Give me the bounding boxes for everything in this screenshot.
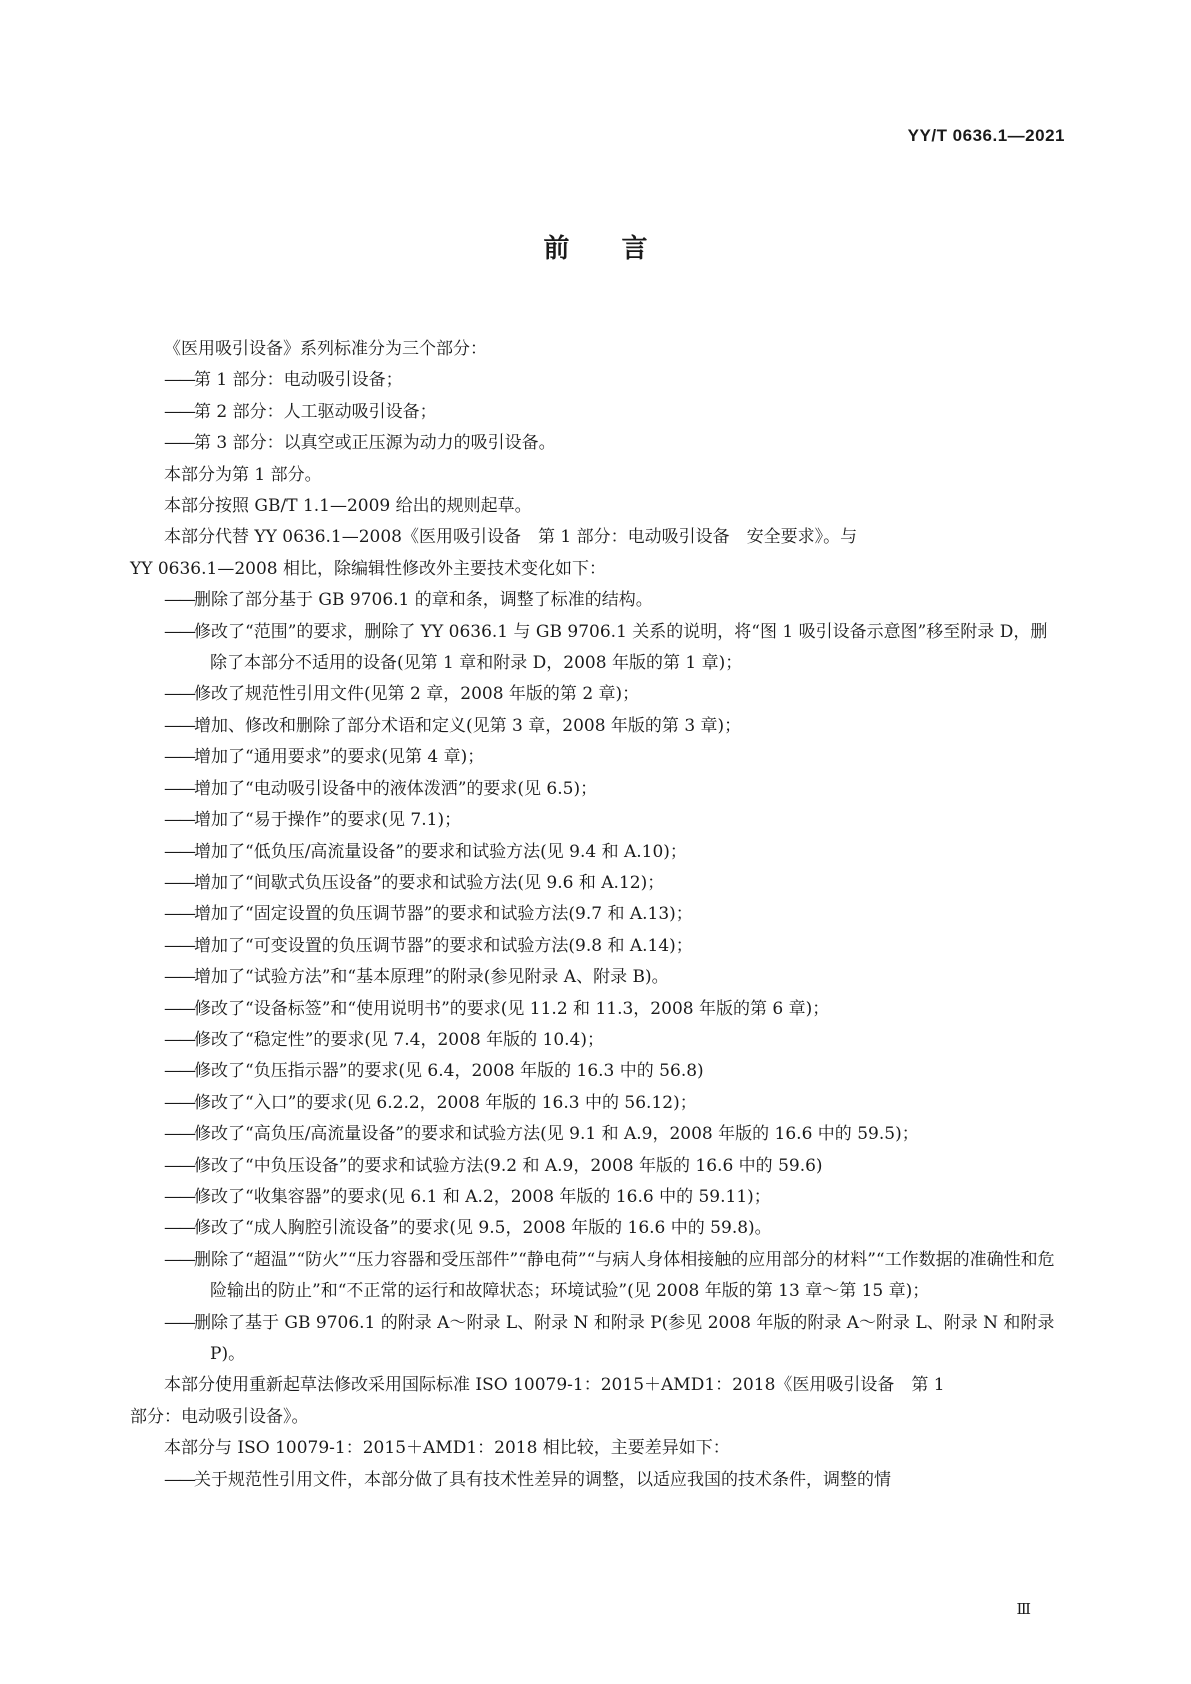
change-item-text: 增加了“易于操作”的要求(见 7.1)； — [194, 810, 462, 831]
change-item — [130, 679, 1058, 710]
change-item-text: 修改了“中负压设备”的要求和试验方法(9.2 和 A.9，2008 年版的 16.6 中的 59.6) — [194, 1155, 823, 1176]
dash: —— — [164, 778, 194, 799]
difference-item-text: 关于规范性引用文件，本部分做了具有技术性差异的调整，以适应我国的技术条件，调整的情 — [194, 1469, 891, 1490]
title-char-1: 前 — [543, 234, 570, 264]
change-item — [130, 585, 1058, 616]
dash: —— — [164, 433, 194, 454]
title-char-2: 言 — [621, 234, 648, 264]
dash: —— — [164, 370, 194, 391]
part-text: 第 2 部分：人工驱动吸引设备； — [194, 401, 437, 422]
change-item — [130, 1151, 1058, 1182]
drafting-statement: 本部分按照 GB/T 1.1—2009 给出的规则起草。 — [164, 496, 532, 517]
part-item — [130, 397, 1058, 428]
replaces-statement-line-2: YY 0636.1—2008 相比，除编辑性修改外主要技术变化如下： — [130, 558, 606, 579]
dash: —— — [164, 1155, 194, 1176]
change-item-text: 增加、修改和删除了部分术语和定义(见第 3 章，2008 年版的第 3 章)； — [194, 715, 742, 736]
part-text: 第 3 部分：以真空或正压源为动力的吸引设备。 — [194, 433, 556, 454]
dash: —— — [164, 841, 194, 862]
document-number: YY/T 0636.1—2021 — [907, 126, 1065, 145]
change-item-text: 增加了“通用要求”的要求(见第 4 章)； — [194, 747, 485, 768]
parts-list — [130, 365, 1058, 459]
adoption-statement-line-2: 部分：电动吸引设备》。 — [130, 1406, 309, 1427]
change-item-text: 增加了“电动吸引设备中的液体泼洒”的要求(见 6.5)； — [194, 778, 598, 799]
change-item-text: 修改了“负压指示器”的要求(见 6.4，2008 年版的 16.3 中的 56.8) — [194, 1061, 704, 1082]
part-item — [130, 365, 1058, 396]
change-item — [130, 1182, 1058, 1213]
change-item-text: 增加了“低负压/高流量设备”的要求和试验方法(见 9.4 和 A.10)； — [194, 841, 687, 862]
change-item — [130, 1088, 1058, 1119]
adoption-statement-line-1: 本部分使用重新起草法修改采用国际标准 ISO 10079-1：2015＋AMD1：2018《医用吸引设备 第 1 — [164, 1375, 945, 1396]
change-item — [130, 1119, 1058, 1150]
dash: —— — [164, 1092, 194, 1113]
dash: —— — [164, 621, 194, 642]
foreword-body — [130, 334, 1058, 1496]
change-item — [130, 1308, 1058, 1371]
change-item-text: 增加了“固定设置的负压调节器”的要求和试验方法(9.7 和 A.13)； — [194, 904, 693, 925]
dash: —— — [164, 1124, 194, 1145]
change-item-text: 删除了基于 GB 9706.1 的附录 A～附录 L、附录 N 和附录 P(参见 2008 年版的附录 A～附录 L、附录 N 和附录 P)。 — [194, 1312, 1055, 1364]
dash: —— — [164, 1029, 194, 1050]
change-item-text: 删除了“超温”“防火”“压力容器和受压部件”“静电荷”“与病人身体相接触的应用部分的材料”“工作数据的准确性和危险输出的防止”和“不正常的运行和故障状态；环境试验”(见 2008 年版的第 13 章～第 15 章)； — [194, 1249, 1055, 1302]
change-item — [130, 774, 1058, 805]
dash: —— — [164, 1061, 194, 1082]
part-text: 第 1 部分：电动吸引设备； — [194, 370, 403, 391]
dash: —— — [164, 872, 194, 893]
page-number: Ⅲ — [1016, 1600, 1031, 1618]
change-item-text: 修改了“高负压/高流量设备”的要求和试验方法(见 9.1 和 A.9，2008 年版的 16.6 中的 59.5)； — [194, 1124, 919, 1145]
change-item — [130, 1025, 1058, 1056]
dash: —— — [164, 747, 194, 768]
differences-intro: 本部分与 ISO 10079-1：2015＋AMD1：2018 相比较，主要差异如下： — [164, 1438, 730, 1459]
differences-list — [130, 1465, 1058, 1496]
change-item-text: 修改了“稳定性”的要求(见 7.4，2008 年版的 10.4)； — [194, 1029, 605, 1050]
dash: —— — [164, 810, 194, 831]
change-item — [130, 1213, 1058, 1244]
change-item-text: 修改了规范性引用文件(见第 2 章，2008 年版的第 2 章)； — [194, 684, 640, 705]
change-item — [130, 962, 1058, 993]
replaces-statement-line-1: 本部分代替 YY 0636.1—2008《医用吸引设备 第 1 部分：电动吸引设备 安全要求》。与 — [164, 527, 858, 548]
change-item-text: 删除了部分基于 GB 9706.1 的章和条，调整了标准的结构。 — [194, 590, 653, 611]
change-item-text: 增加了“试验方法”和“基本原理”的附录(参见附录 A、附录 B)。 — [194, 967, 669, 988]
difference-item — [130, 1465, 1058, 1496]
change-item — [130, 617, 1058, 680]
change-item-text: 修改了“收集容器”的要求(见 6.1 和 A.2，2008 年版的 16.6 中的 59.11)； — [194, 1186, 771, 1207]
this-part-statement: 本部分为第 1 部分。 — [164, 464, 322, 485]
dash: —— — [164, 904, 194, 925]
change-item — [130, 837, 1058, 868]
change-item-text: 修改了“成人胸腔引流设备”的要求(见 9.5，2008 年版的 16.6 中的 59.8)。 — [194, 1218, 772, 1239]
part-item — [130, 428, 1058, 459]
dash: —— — [164, 967, 194, 988]
change-item — [130, 1245, 1058, 1308]
change-item-text: 增加了“可变设置的负压调节器”的要求和试验方法(9.8 和 A.14)； — [194, 935, 693, 956]
dash: —— — [164, 935, 194, 956]
series-statement: 《医用吸引设备》系列标准分为三个部分： — [164, 339, 487, 359]
dash: —— — [164, 715, 194, 736]
change-item — [130, 899, 1058, 930]
change-item — [130, 711, 1058, 742]
dash: —— — [164, 1218, 194, 1239]
change-item — [130, 805, 1058, 836]
change-item — [130, 931, 1058, 962]
dash: —— — [164, 590, 194, 611]
change-item — [130, 994, 1058, 1025]
dash: —— — [164, 1186, 194, 1207]
change-item-text: 增加了“间歇式负压设备”的要求和试验方法(见 9.6 和 A.12)； — [194, 872, 665, 893]
changes-list — [130, 585, 1058, 1370]
dash: —— — [164, 1469, 194, 1490]
change-item — [130, 742, 1058, 773]
change-item-text: 修改了“设备标签”和“使用说明书”的要求(见 11.2 和 11.3，2008 年版的第 6 章)； — [194, 998, 830, 1019]
change-item — [130, 868, 1058, 899]
dash: —— — [164, 998, 194, 1019]
change-item-text: 修改了“范围”的要求，删除了 YY 0636.1 与 GB 9706.1 关系的说明，将“图 1 吸引设备示意图”移至附录 D，删除了本部分不适用的设备(见第 1 章和附录 D，2008 年版的第 1 章)； — [194, 621, 1048, 674]
dash: —— — [164, 1249, 194, 1270]
page-title — [0, 228, 1191, 265]
dash: —— — [164, 684, 194, 705]
dash: —— — [164, 1312, 194, 1333]
change-item — [130, 1056, 1058, 1087]
dash: —— — [164, 401, 194, 422]
change-item-text: 修改了“入口”的要求(见 6.2.2，2008 年版的 16.3 中的 56.12)； — [194, 1092, 697, 1113]
